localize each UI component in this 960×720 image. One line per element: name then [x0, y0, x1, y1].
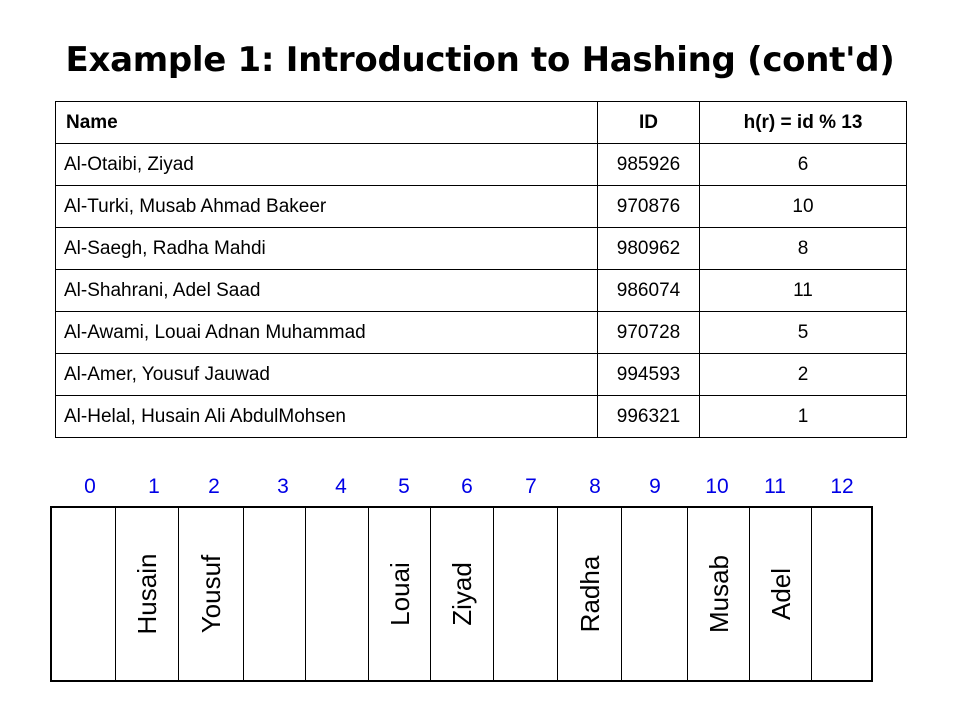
cell-hash: 5	[700, 312, 907, 354]
cell-id: 980962	[598, 228, 700, 270]
cell-id: 994593	[598, 354, 700, 396]
hash-bucket	[115, 508, 178, 680]
hash-index-label: 12	[830, 475, 854, 498]
column-header-id: ID	[598, 102, 700, 144]
cell-name: Al-Amer, Yousuf Jauwad	[56, 354, 598, 396]
hash-bucket	[621, 508, 687, 680]
column-header-name: Name	[56, 102, 598, 144]
cell-hash: 11	[700, 270, 907, 312]
table-row	[56, 186, 907, 228]
cell-hash: 2	[700, 354, 907, 396]
table-row	[56, 228, 907, 270]
cell-name: Al-Shahrani, Adel Saad	[56, 270, 598, 312]
hash-index-label: 3	[277, 475, 289, 498]
hash-index-label: 11	[764, 475, 786, 498]
cell-name: Al-Saegh, Radha Mahdi	[56, 228, 598, 270]
hash-index-label: 1	[148, 475, 160, 498]
cell-name: Al-Otaibi, Ziyad	[56, 144, 598, 186]
cell-hash: 6	[700, 144, 907, 186]
hash-index-row	[57, 473, 877, 501]
hash-bucket	[493, 508, 557, 680]
bucket-label: Adel	[765, 567, 796, 621]
bucket-label: Musab	[703, 554, 734, 634]
bucket-label: Radha	[574, 555, 605, 633]
hash-bucket	[243, 508, 305, 680]
cell-id: 970876	[598, 186, 700, 228]
hash-bucket	[178, 508, 243, 680]
hash-index-label: 7	[525, 475, 537, 498]
hash-index-label: 4	[335, 475, 347, 498]
hash-bucket	[305, 508, 368, 680]
column-header-hash: h(r) = id % 13	[700, 102, 907, 144]
cell-hash: 10	[700, 186, 907, 228]
table-row	[56, 354, 907, 396]
hash-bucket	[52, 508, 115, 680]
bucket-label: Louai	[384, 562, 415, 626]
hash-index-label: 8	[589, 475, 601, 498]
table-row	[56, 144, 907, 186]
table-row	[56, 312, 907, 354]
hash-bucket	[368, 508, 430, 680]
cell-id: 970728	[598, 312, 700, 354]
table-row	[56, 270, 907, 312]
hash-bucket	[811, 508, 871, 680]
cell-id: 985926	[598, 144, 700, 186]
hash-index-label: 9	[649, 475, 661, 498]
bucket-label: Husain	[132, 553, 162, 635]
cell-hash: 8	[700, 228, 907, 270]
table-row	[56, 396, 907, 438]
cell-name: Al-Turki, Musab Ahmad Bakeer	[56, 186, 598, 228]
hash-bucket-array	[50, 506, 873, 682]
cell-id: 986074	[598, 270, 700, 312]
table-header-row	[56, 102, 907, 144]
hash-index-label: 10	[705, 475, 729, 498]
cell-id: 996321	[598, 396, 700, 438]
hash-bucket	[430, 508, 493, 680]
hash-index-label: 0	[84, 475, 96, 498]
cell-name: Al-Awami, Louai Adnan Muhammad	[56, 312, 598, 354]
hash-index-label: 5	[398, 475, 410, 498]
cell-hash: 1	[700, 396, 907, 438]
hash-bucket	[557, 508, 621, 680]
page-title: Example 1: Introduction to Hashing (cont'd)	[65, 40, 895, 80]
hash-index-label: 2	[208, 475, 220, 498]
bucket-label: Yousuf	[196, 554, 226, 634]
hash-bucket	[749, 508, 811, 680]
hash-index-label: 6	[461, 475, 473, 498]
cell-name: Al-Helal, Husain Ali AbdulMohsen	[56, 396, 598, 438]
hash-table	[55, 101, 907, 438]
hash-bucket	[687, 508, 749, 680]
bucket-label: Ziyad	[447, 562, 477, 626]
